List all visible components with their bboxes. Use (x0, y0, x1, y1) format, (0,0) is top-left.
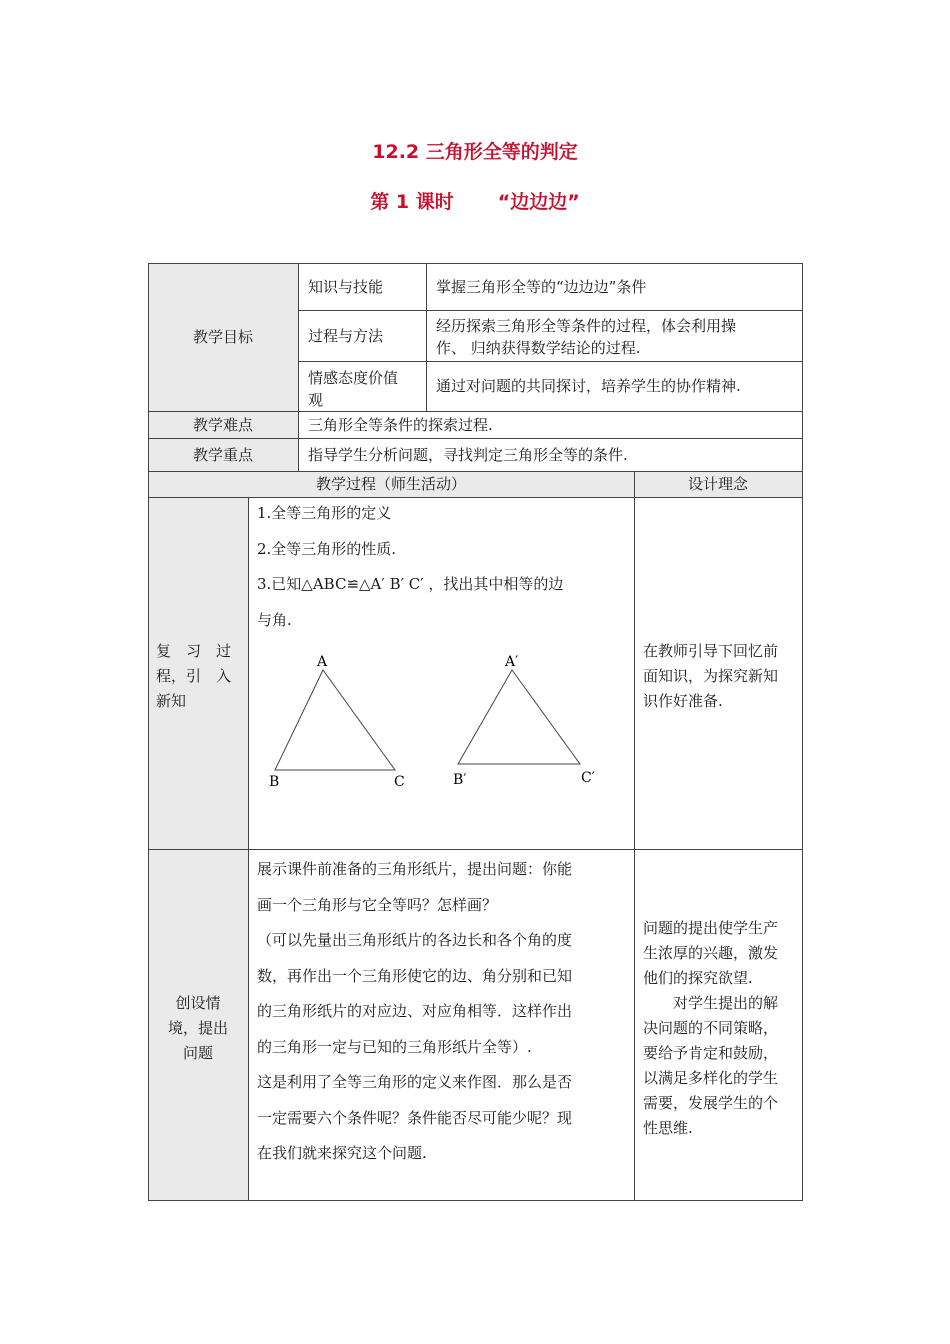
goals-header-cell (148, 263, 298, 411)
difficulty-label-cell (148, 411, 298, 438)
review-item-3: 3.已知△ABC≌△A′ B′ C′ ，找出其中相等的边 (257, 575, 564, 593)
goal-label-process: 过程与方法 (308, 326, 384, 345)
review-item-1: 1.全等三角形的定义 (257, 504, 392, 522)
vertex-b: B (269, 774, 280, 790)
goal-content-process: 经历探索三角形全等条件的过程，体会利用操 作、 归纳获得数学结论的过程. (436, 317, 737, 357)
vertex-c: C (394, 774, 405, 790)
review-item-3-cont: 与角. (257, 611, 292, 629)
design-header-cell (634, 471, 802, 497)
triangle-abc (275, 670, 395, 770)
vertex-b-prime: B′ (453, 772, 467, 788)
triangle-abc-prime (458, 670, 580, 764)
difficulty-label: 教学难点 (192, 415, 253, 434)
design-header: 设计理念 (687, 475, 748, 493)
situation-design: 问题的提出使学生产 生浓厚的兴趣，激发 他们的探究欲望. 对学生提出的解 决问题的不同策略， 要给予肯定和鼓励， 以满足多样化的学生 需要，发展学生的个 性思维. (643, 919, 779, 1137)
goal-content-knowledge: 掌握三角形全等的“边边边”条件 (436, 277, 647, 296)
situation-label: 创设情 境，提出 问题 (167, 994, 228, 1062)
goal-content-attitude: 通过对问题的共同探讨，培养学生的协作精神. (436, 377, 741, 395)
vertex-c-prime: C′ (581, 770, 595, 786)
vertex-a-prime: A′ (505, 654, 519, 670)
page-subtitle (0, 187, 950, 214)
lesson-topic: “边边边” (497, 191, 580, 213)
review-label: 复 习 过 程，引 入 新知 (156, 642, 232, 710)
key-point-label: 教学重点 (192, 445, 253, 464)
difficulty-content: 三角形全等条件的探索过程. (308, 415, 493, 434)
goal-label-attitude: 情感态度价值 观 (308, 369, 399, 409)
process-header-cell (148, 471, 634, 497)
situation-text: 展示课件前准备的三角形纸片，提出问题：你能 画一个三角形与它全等吗？怎样画？ （可以先量出三角形纸片的各边长和各个角的度 数，再作出一个三角形使它的边、角分别和已知 的三角形纸片的对应边、对应角相等．这样作出 的三角形一定与已知的三角形纸片全等）. 这是利用了全等三角形的定义来作图．那么是否 一定需要六个条件呢？条件能否尽可能少呢？现 在我们就来探究这个问题. (257, 860, 573, 1162)
goals-header: 教学目标 (192, 328, 253, 346)
vertex-a: A (317, 654, 328, 670)
page-title: 12.2 三角形全等的判定 (372, 141, 578, 163)
review-item-2: 2.全等三角形的性质. (257, 540, 397, 558)
goal-label-knowledge: 知识与技能 (308, 277, 384, 296)
triangle-figures (250, 640, 632, 800)
lesson-number: 第 1 课时 (370, 191, 454, 213)
process-header: 教学过程（师生活动） (315, 475, 466, 493)
review-design: 在教师引导下回忆前 面知识，为探究新知 识作好准备. (643, 642, 779, 710)
key-point-label-cell (148, 438, 298, 471)
key-point-content: 指导学生分析问题，寻找判定三角形全等的条件. (308, 445, 628, 464)
